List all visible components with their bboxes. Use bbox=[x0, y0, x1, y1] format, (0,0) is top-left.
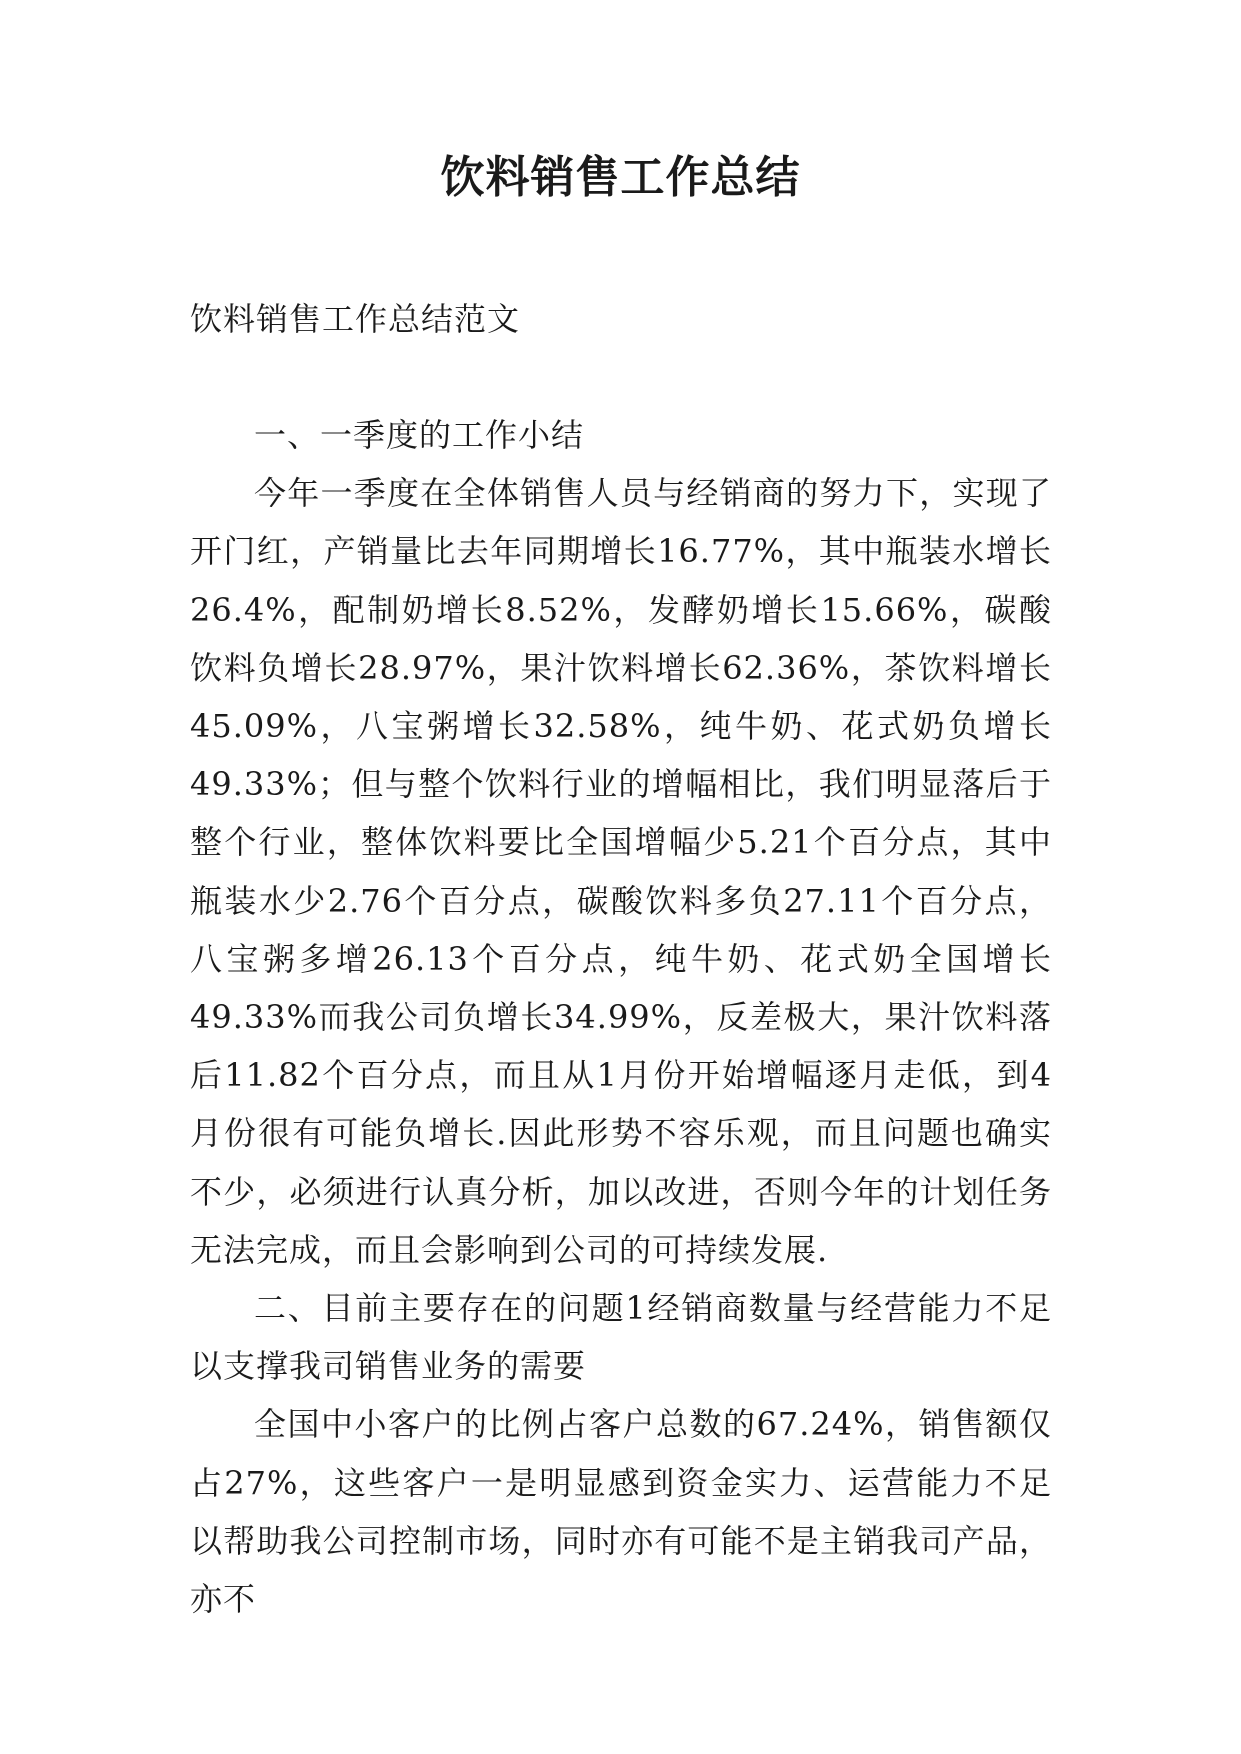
section-heading-q1-summary: 一、一季度的工作小结 bbox=[254, 416, 585, 454]
document-title: 饮料销售工作总结 bbox=[440, 152, 801, 203]
document-subtitle: 饮料销售工作总结范文 bbox=[190, 300, 521, 338]
body-paragraph: 今年一季度在全体销售人员与经销商的努力下，实现了开门红，产销量比去年同期增长16.77%，其中瓶装水增长26.4%，配制奶增长8.52%，发酵奶增长15.66%，碳酸饮料负增长28.97%，果汁饮料增长62.36%，茶饮料增长45.09%，八宝粥增长32.58%，纯牛奶、花式奶负增长49.33%；但与整个饮料行业的增幅相比，我们明显落后于整个行业，整体饮料要比全国增幅少5.21个百分点，其中瓶装水少2.76个百分点，碳酸饮料多负27.11个百分点，八宝粥多增26.13个百分点，纯牛奶、花式奶全国增长49.33%而我公司负增长34.99%，反差极大，果汁饮料落后11.82个百分点，而且从1月份开始增幅逐月走低，到4月份很有可能负增长.因此形势不容乐观，而且问题也确实不少，必须进行认真分析，加以改进，否则今年的计划任务无法完成，而且会影响到公司的可持续发展. bbox=[190, 474, 1052, 1269]
body-paragraph: 全国中小客户的比例占客户总数的67.24%，销售额仅占27%，这些客户一是明显感到资金实力、运营能力不足以帮助我公司控制市场，同时亦有可能不是主销我司产品，亦不 bbox=[190, 1405, 1052, 1619]
document-body bbox=[190, 406, 1052, 1628]
section-heading-problems: 二、目前主要存在的问题1经销商数量与经营能力不足以支撑我司销售业务的需要 bbox=[190, 1289, 1052, 1386]
